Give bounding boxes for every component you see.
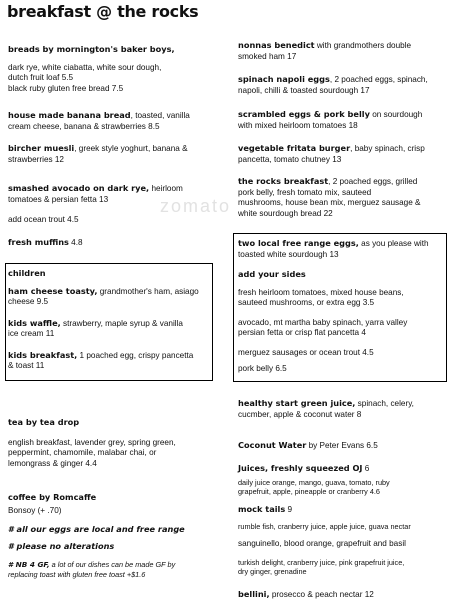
tea-section	[8, 417, 220, 469]
item-desc: cream cheese, banana & strawberries 8.5	[8, 121, 160, 131]
item-name: house made banana bread	[8, 110, 131, 120]
item-desc: grandmother's ham, asiago	[97, 286, 199, 296]
mock-line: dry ginger, grenadine	[238, 567, 307, 576]
item-name: bellini,	[238, 589, 270, 599]
item-desc: cheese 9.5	[8, 297, 49, 306]
banana-bread-item	[8, 110, 220, 132]
tea-line-3: lemongrass & ginger 4.4	[8, 458, 97, 468]
sides-heading: add your sides	[238, 269, 306, 279]
item-name: nonnas benedict	[238, 40, 315, 50]
item-name: healthy start green juice,	[238, 398, 356, 408]
item-desc: , toasted, vanilla	[130, 111, 190, 120]
napoli-item	[238, 74, 448, 96]
note-gf	[8, 560, 220, 579]
item-desc: daily juice orange, mango, guava, tomato, ruby	[238, 477, 390, 487]
mock-line: turkish delight, cranberry juice, pink grapefruit juice,	[238, 557, 405, 567]
note-gf-head: # NB 4 GF,	[8, 560, 50, 569]
item-price: 9	[285, 505, 293, 514]
side-line: avocado, mt martha baby spinach, yarra valley	[238, 317, 408, 327]
item-desc: with grandmothers double	[314, 41, 412, 50]
item-desc: prosecco & peach nectar 12	[269, 590, 374, 599]
fritata-burger-item	[238, 143, 448, 165]
coffee-heading: coffee by Romcaffe	[8, 492, 97, 502]
item-name: kids waffle,	[8, 317, 61, 328]
breads-line-3: black ruby gluten free bread 7.5	[8, 83, 124, 93]
breads-line-2: dutch fruit loaf 5.5	[8, 73, 74, 82]
mock-line: rumble fish, cranberry juice, apple juice, guava nectar	[238, 521, 411, 531]
item-price: 4.8	[68, 238, 83, 247]
item-name: Coconut Water	[238, 440, 307, 450]
green-juice-item	[238, 398, 448, 420]
item-price: 6	[362, 464, 370, 473]
kids-waffle-item	[8, 318, 214, 340]
coffee-price: Bonsoy (+ .70)	[8, 505, 62, 515]
item-desc: , baby spinach, crisp	[350, 144, 425, 153]
tea-line-1: english breakfast, lavender grey, spring green,	[8, 437, 176, 447]
item-desc: pancetta, tomato chutney 13	[238, 154, 342, 164]
item-name: vegetable fritata burger	[238, 143, 351, 153]
note-alterations: # please no alterations	[8, 540, 115, 551]
scrambled-item	[238, 109, 448, 131]
item-name: scrambled eggs & pork belly	[238, 109, 370, 119]
mock-tails-section	[238, 504, 450, 577]
notes-section	[8, 524, 220, 579]
two-eggs-item	[238, 238, 448, 260]
item-addon: add ocean trout 4.5	[8, 215, 79, 224]
item-desc: ice cream 11	[8, 329, 55, 338]
item-desc: white sourdough bread 22	[238, 208, 333, 218]
item-desc: mushrooms, house bean mix, merguez sausage &	[238, 198, 421, 207]
item-desc: grapefruit, apple, pineapple or cranberry 4.6	[238, 487, 380, 496]
item-desc: strawberries 12	[8, 154, 64, 164]
breads-section	[8, 44, 175, 94]
juices-item	[238, 463, 448, 497]
item-desc: with mixed heirloom tomatoes 18	[238, 120, 358, 130]
kids-breakfast-item	[8, 350, 214, 372]
item-desc: toasted white sourdough 13	[238, 249, 339, 259]
children-heading: children	[8, 268, 46, 278]
item-name: the rocks breakfast	[238, 176, 329, 186]
coffee-section	[8, 492, 220, 516]
menu-title: breakfast @ the rocks	[7, 2, 199, 21]
item-desc: as you please with	[358, 239, 429, 248]
item-desc: pork belly, fresh tomato mix, sauteed	[238, 187, 372, 197]
item-name: Juices, freshly squeezed OJ	[238, 463, 363, 473]
item-desc: & toast 11	[8, 361, 45, 370]
side-line: merguez sausages or ocean trout 4.5	[238, 347, 374, 357]
side-line: fresh heirloom tomatoes, mixed house beans,	[238, 287, 404, 297]
item-name: spinach napoli eggs	[238, 74, 330, 84]
side-line: pork belly 6.5	[238, 364, 287, 373]
item-desc: , greek style yoghurt, banana &	[74, 144, 188, 153]
item-name: mock tails	[238, 504, 286, 514]
watermark: zomato	[160, 196, 232, 216]
item-desc: , 2 poached eggs, spinach,	[329, 75, 428, 84]
item-desc: spinach, celery,	[355, 399, 414, 408]
item-name: bircher muesli	[8, 143, 75, 153]
benedict-item	[238, 40, 448, 62]
item-desc: 1 poached egg, crispy pancetta	[77, 350, 194, 360]
bellini-item	[238, 589, 448, 601]
note-gf-text: a lot of our dishes can be made GF by	[49, 560, 176, 569]
avocado-item	[8, 183, 220, 226]
tea-heading: tea by tea drop	[8, 417, 80, 427]
item-desc: , 2 poached eggs, grilled	[328, 177, 418, 186]
note-gf-text: replacing toast with gluten free toast +$1.6	[8, 569, 146, 579]
item-desc: napoli, chilli & toasted sourdough 17	[238, 85, 370, 95]
tea-line-2: peppermint, chamomile, malabar chai, or	[8, 448, 157, 457]
item-name: kids breakfast,	[8, 349, 78, 360]
item-desc: by Peter Evans 6.5	[306, 441, 378, 450]
mock-line: sanguinello, blood orange, grapefruit and basil	[238, 539, 406, 548]
side-line: persian fetta or crisp flat pancetta 4	[238, 328, 366, 337]
item-desc: strawberry, maple syrup & vanilla	[60, 318, 183, 328]
coconut-water-item	[238, 440, 448, 452]
item-name: fresh muffins	[8, 237, 69, 247]
item-desc: tomatoes & persian fetta 13	[8, 194, 109, 204]
ham-toasty-item	[8, 286, 214, 308]
rocks-breakfast-item	[238, 176, 448, 219]
item-name: ham cheese toasty,	[8, 285, 98, 296]
bircher-item	[8, 143, 220, 165]
item-desc: smoked ham 17	[238, 51, 297, 61]
note-eggs: # all our eggs are local and free range	[8, 524, 185, 534]
breads-line-1: dark rye, white ciabatta, white sour dough,	[8, 62, 162, 72]
item-desc: cucmber, apple & coconut water 8	[238, 409, 362, 419]
item-name: smashed avocado on dark rye,	[8, 183, 150, 193]
side-line: sauteed mushrooms, or extra egg 3.5	[238, 298, 375, 307]
breads-heading: breads by mornington's baker boys,	[8, 44, 175, 54]
children-section	[8, 268, 214, 372]
muffins-item	[8, 237, 220, 249]
sides-section	[238, 269, 448, 375]
item-desc: on sourdough	[369, 110, 423, 119]
item-name: two local free range eggs,	[238, 238, 359, 248]
item-desc: heirloom	[149, 184, 183, 193]
